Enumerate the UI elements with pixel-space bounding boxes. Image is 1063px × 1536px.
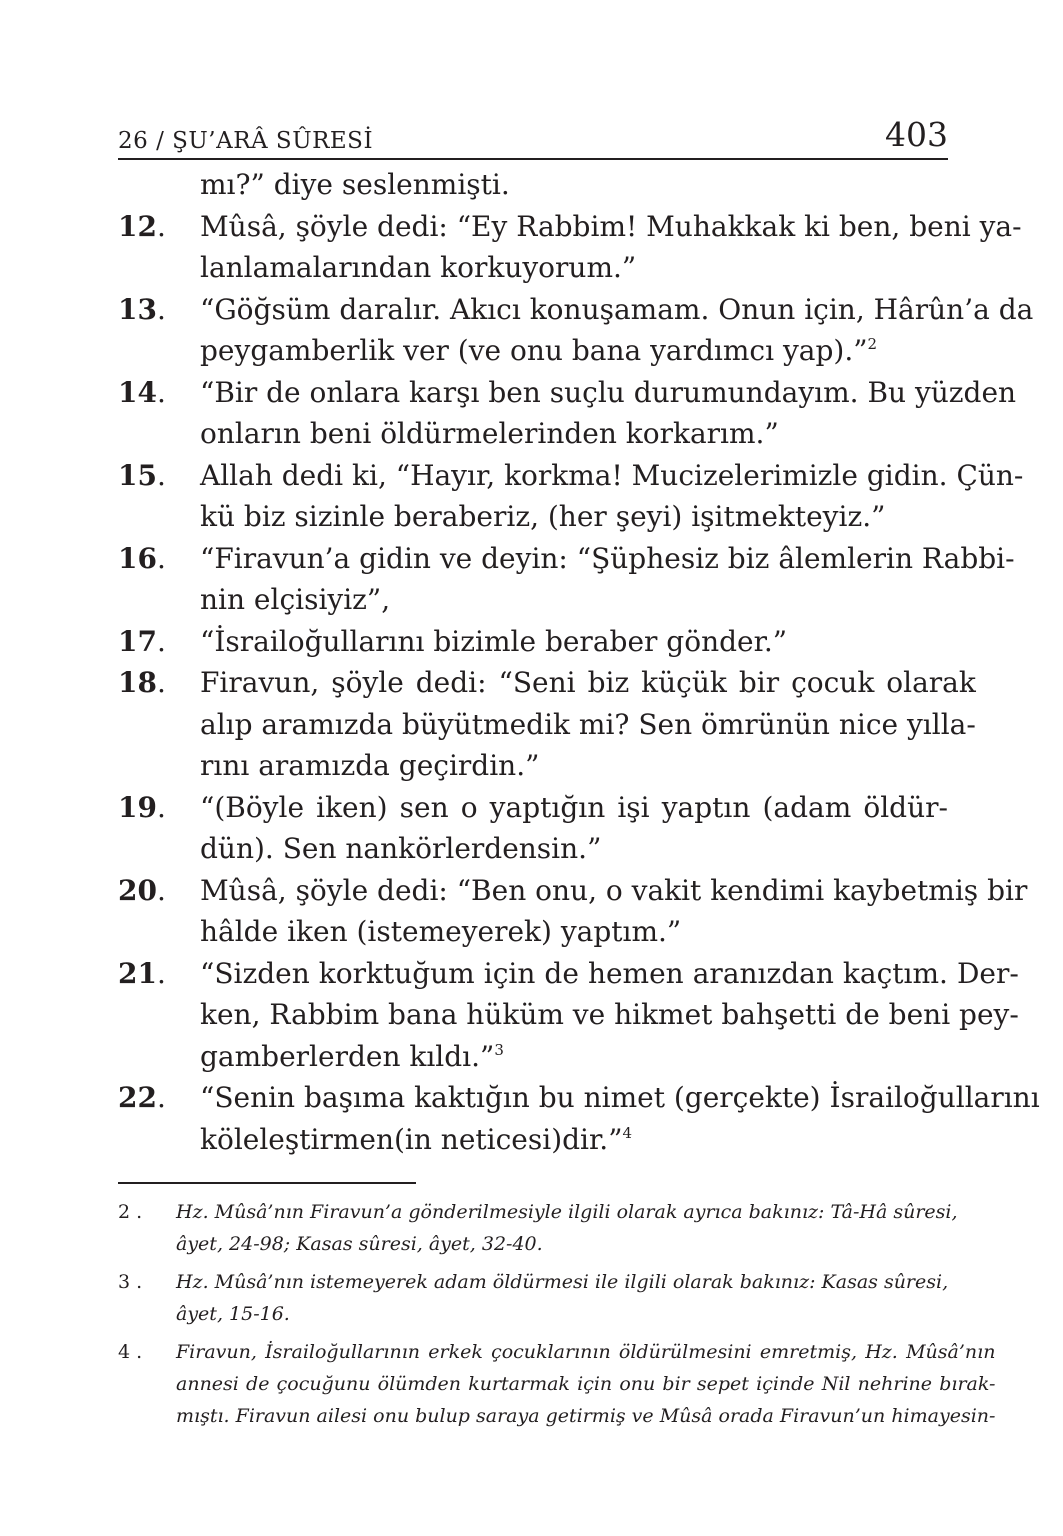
verse-line: lanlamalarından korkuyorum.”	[200, 251, 637, 284]
footnote-divider	[118, 1182, 416, 1184]
footnote-line: Hz. Mûsâ’nın istemeyerek adam öldürmesi ile ilgili olarak bakınız: Kasas sûresi,	[176, 1271, 949, 1293]
verse-body	[118, 164, 1040, 1160]
verse-number: 22.	[118, 1081, 166, 1114]
verse-line: nin elçisiyiz”,	[200, 583, 391, 616]
verse-number: 16.	[118, 541, 166, 575]
verse-number: 17.	[118, 624, 166, 658]
verse-text	[200, 621, 948, 663]
verse-19	[118, 787, 948, 870]
verse-line: Mûsâ, şöyle dedi: “Ben onu, o vakit kendimi kaybetmiş bir	[200, 873, 1028, 907]
page-number: 403	[885, 115, 948, 154]
footnote-ref: 4	[622, 1123, 633, 1142]
verse-20	[118, 870, 1028, 953]
verse-number: 18.	[118, 666, 166, 699]
running-title: 26 / ŞU’ARÂ SÛRESİ	[118, 128, 374, 154]
verse-text	[200, 372, 1016, 455]
verse-text	[200, 206, 1022, 289]
verse-line: “Firavun’a gidin ve deyin: “Şüphesiz biz âlemlerin Rabbi-	[200, 541, 1015, 575]
footnote-number: 2 .	[118, 1201, 143, 1223]
verse-line: peygamberlik ver (ve onu bana yardımcı yap).”$^2$	[200, 334, 878, 367]
footnote-line: mıştı. Firavun ailesi onu bulup saraya getirmiş ve Mûsâ orada Firavun’un himayesin-	[176, 1405, 996, 1427]
footnote-number: 4 .	[118, 1341, 143, 1363]
footnote	[118, 1266, 948, 1330]
verse-14	[118, 372, 1017, 455]
verse-21	[118, 953, 1019, 1078]
verse-16	[118, 538, 1015, 621]
verse-line: onların beni öldürmelerinden korkarım.”	[200, 417, 779, 450]
verse-18	[118, 662, 976, 787]
verse-text	[200, 289, 1033, 372]
verse-text	[200, 953, 1019, 1078]
verse-line: gamberlerden kıldı.”$^3$	[200, 1039, 504, 1073]
verse-number: 19.	[118, 790, 166, 824]
verse-line: Firavun, şöyle dedi: “Seni biz küçük bir çocuk olarak	[200, 666, 976, 699]
verse-line: kü biz sizinle beraberiz, (her şeyi) işitmekteyiz.”	[200, 500, 886, 533]
footnotes	[118, 1196, 996, 1438]
verse-line: ken, Rabbim bana hüküm ve hikmet bahşetti de beni pey-	[200, 998, 1019, 1031]
verse-line: rını aramızda geçirdin.”	[200, 749, 540, 782]
verse-text	[200, 662, 976, 787]
verse-text	[200, 1077, 1040, 1160]
verse-line: “Bir de onlara karşı ben suçlu durumundayım. Bu yüzden	[200, 375, 1017, 409]
verse-line: “(Böyle iken) sen o yaptığın işi yaptın (adam öldür-	[200, 790, 948, 824]
verse-number: 14.	[118, 375, 166, 409]
page-header	[118, 112, 948, 160]
verse-line: köleleştirmen(in neticesi)dir.”$^4$	[200, 1122, 633, 1156]
continuation-line	[118, 164, 948, 206]
footnote	[118, 1196, 958, 1260]
verse-text	[200, 455, 1023, 538]
footnote-line: âyet, 24-98; Kasas sûresi, âyet, 32-40.	[176, 1233, 543, 1255]
verse-number: 20.	[118, 873, 166, 907]
footnote-line: Hz. Mûsâ’nın Firavun’a gönderilmesiyle ilgili olarak ayrıca bakınız: Tâ-Hâ sûresi,	[176, 1201, 958, 1223]
continuation-text: mı?” diye seslenmişti.	[200, 168, 510, 201]
footnote	[118, 1336, 996, 1432]
verse-text	[200, 538, 1015, 621]
verse-13	[118, 289, 1034, 372]
verse-text	[200, 787, 948, 870]
verse-line: dün). Sen nankörlerdensin.”	[200, 832, 602, 865]
verse-15	[118, 455, 1024, 538]
footnote-line: Firavun, İsrailoğullarının erkek çocuklarının öldürülmesini emretmiş, Hz. Mûsâ’nın	[176, 1341, 996, 1363]
verse-number: 21.	[118, 956, 166, 990]
footnote-text	[176, 1196, 958, 1260]
verse-number: 13.	[118, 292, 166, 326]
footnote-line: âyet, 15-16.	[176, 1303, 290, 1325]
verse-line: hâlde iken (istemeyerek) yaptım.”	[200, 915, 682, 948]
verse-line: “Senin başıma kaktığın bu nimet (gerçekte) İsrailoğullarını	[200, 1081, 1040, 1114]
footnote-text	[176, 1266, 948, 1330]
verse-line: Mûsâ, şöyle dedi: “Ey Rabbim! Muhakkak ki ben, beni ya-	[200, 209, 1022, 243]
footnote-number: 3 .	[118, 1271, 143, 1293]
verse-12	[118, 206, 1022, 289]
verse-line: “İsrailoğullarını bizimle beraber gönder.”	[200, 624, 788, 658]
verse-17	[118, 621, 948, 663]
verse-line: alıp aramızda büyütmedik mi? Sen ömrünün nice yılla-	[200, 707, 976, 741]
footnote-line: annesi de çocuğunu ölümden kurtarmak için onu bir sepet içinde Nil nehrine bırak-	[176, 1373, 996, 1395]
verse-text	[200, 870, 1027, 953]
verse-number: 15.	[118, 458, 166, 492]
footnote-text	[176, 1336, 995, 1432]
footnote-ref: 2	[867, 335, 878, 353]
footnote-ref: 3	[494, 1040, 504, 1059]
verse-line: “Sizden korktuğum için de hemen aranızdan kaçtım. Der-	[200, 956, 1019, 990]
verse-22	[118, 1077, 1040, 1160]
verse-number: 12.	[118, 209, 166, 243]
verse-line: “Göğsüm daralır. Akıcı konuşamam. Onun için, Hârûn’a da	[200, 292, 1034, 326]
verse-line: Allah dedi ki, “Hayır, korkma! Mucizelerimizle gidin. Çün-	[200, 458, 1024, 492]
